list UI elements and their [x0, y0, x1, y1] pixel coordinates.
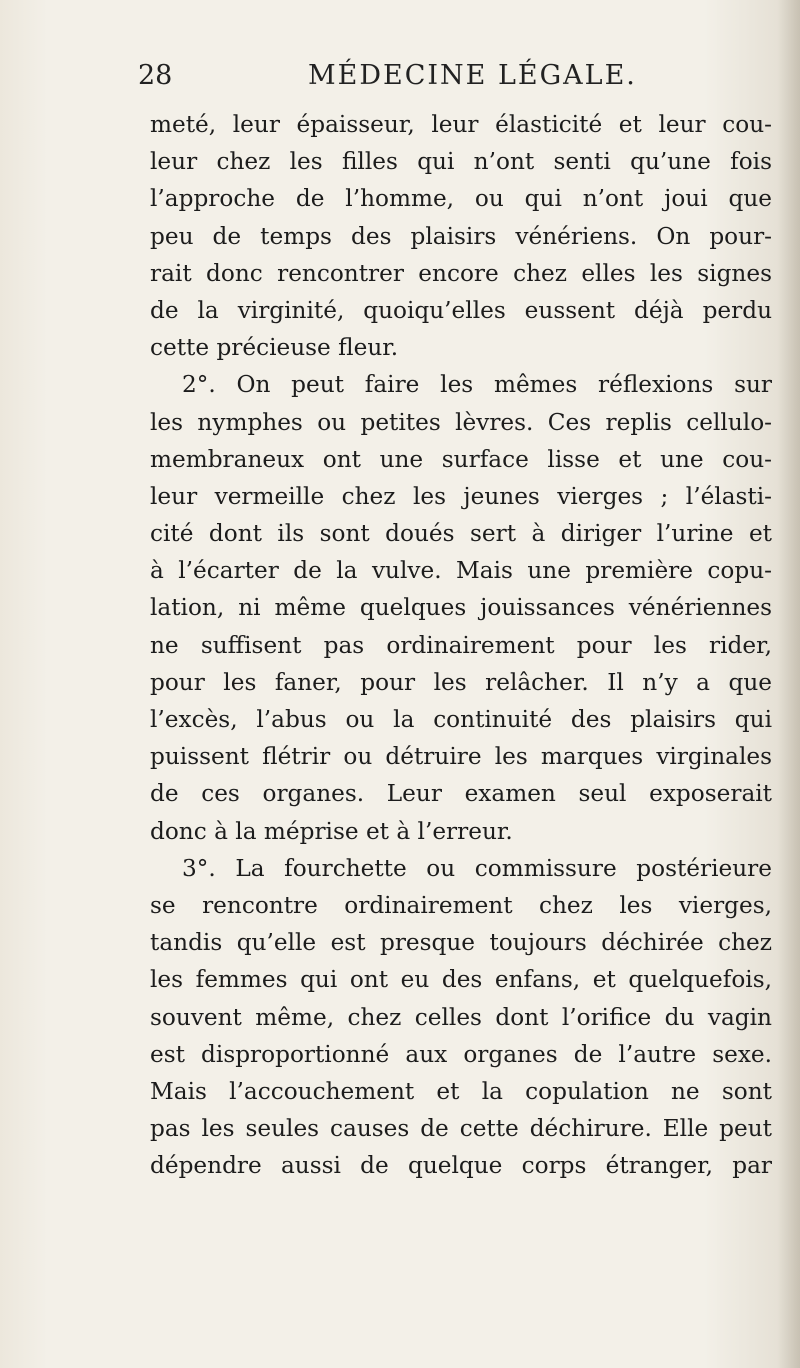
- page-edge-shadow: [778, 0, 800, 1368]
- text-line: peu de temps des plaisirs vénériens. On pour-: [150, 222, 772, 250]
- text-line: cité dont ils sont doués sert à diriger l’urine et: [150, 520, 772, 548]
- text-line: rait donc rencontrer encore chez elles les signes: [150, 259, 772, 287]
- text-line: cette précieuse fleur.: [150, 334, 399, 362]
- text-line: est disproportionné aux organes de l’autre sexe.: [150, 1040, 772, 1068]
- text-line: de ces organes. Leur examen seul exposerait: [150, 780, 772, 808]
- text-line: leur chez les filles qui n’ont senti qu’une fois: [150, 148, 772, 176]
- text-line: pas les seules causes de cette déchirure. Elle peut: [150, 1115, 772, 1143]
- text-line: tandis qu’elle est presque toujours déchirée chez: [150, 929, 772, 957]
- text-line: puissent flétrir ou détruire les marques virginales: [150, 743, 772, 771]
- text-line: 3°. La fourchette ou commissure postérieure: [182, 854, 772, 882]
- text-line: dépendre aussi de quelque corps étranger, par: [150, 1152, 772, 1180]
- text-line: les nymphes ou petites lèvres. Ces replis cellulo-: [150, 408, 772, 436]
- text-line: souvent même, chez celles dont l’orifice du vagin: [150, 1003, 772, 1031]
- text-line: l’excès, l’abus ou la continuité des plaisirs qui: [150, 706, 772, 733]
- text-line: l’approche de l’homme, ou qui n’ont joui que: [150, 185, 772, 213]
- text-line: les femmes qui ont eu des enfans, et quelquefois,: [150, 966, 772, 994]
- text-line: se rencontre ordinairement chez les vierges,: [150, 891, 772, 919]
- running-title: MÉDECINE LÉGALE.: [308, 60, 637, 91]
- text-line: meté, leur épaisseur, leur élasticité et leur cou-: [150, 111, 772, 138]
- text-line: ne suffisent pas ordinairement pour les rider,: [150, 631, 772, 659]
- running-head: [138, 58, 658, 98]
- text-line: 2°. On peut faire les mêmes réflexions sur: [182, 371, 772, 399]
- text-line: lation, ni même quelques jouissances vénériennes: [150, 594, 772, 622]
- text-line: de la virginité, quoiqu’elles eussent déjà perdu: [150, 296, 772, 324]
- page-number: 28: [138, 60, 173, 91]
- text-line: pour les faner, pour les relâcher. Il n’y a que: [150, 668, 772, 696]
- body-text: [150, 106, 772, 1184]
- text-line: donc à la méprise et à l’erreur.: [150, 817, 513, 845]
- text-line: Mais l’accouchement et la copulation ne sont: [150, 1077, 772, 1105]
- text-line: leur vermeille chez les jeunes vierges ; l’élasti-: [150, 482, 772, 510]
- text-line: membraneux ont une surface lisse et une cou-: [150, 445, 772, 473]
- text-line: à l’écarter de la vulve. Mais une première copu-: [150, 557, 772, 585]
